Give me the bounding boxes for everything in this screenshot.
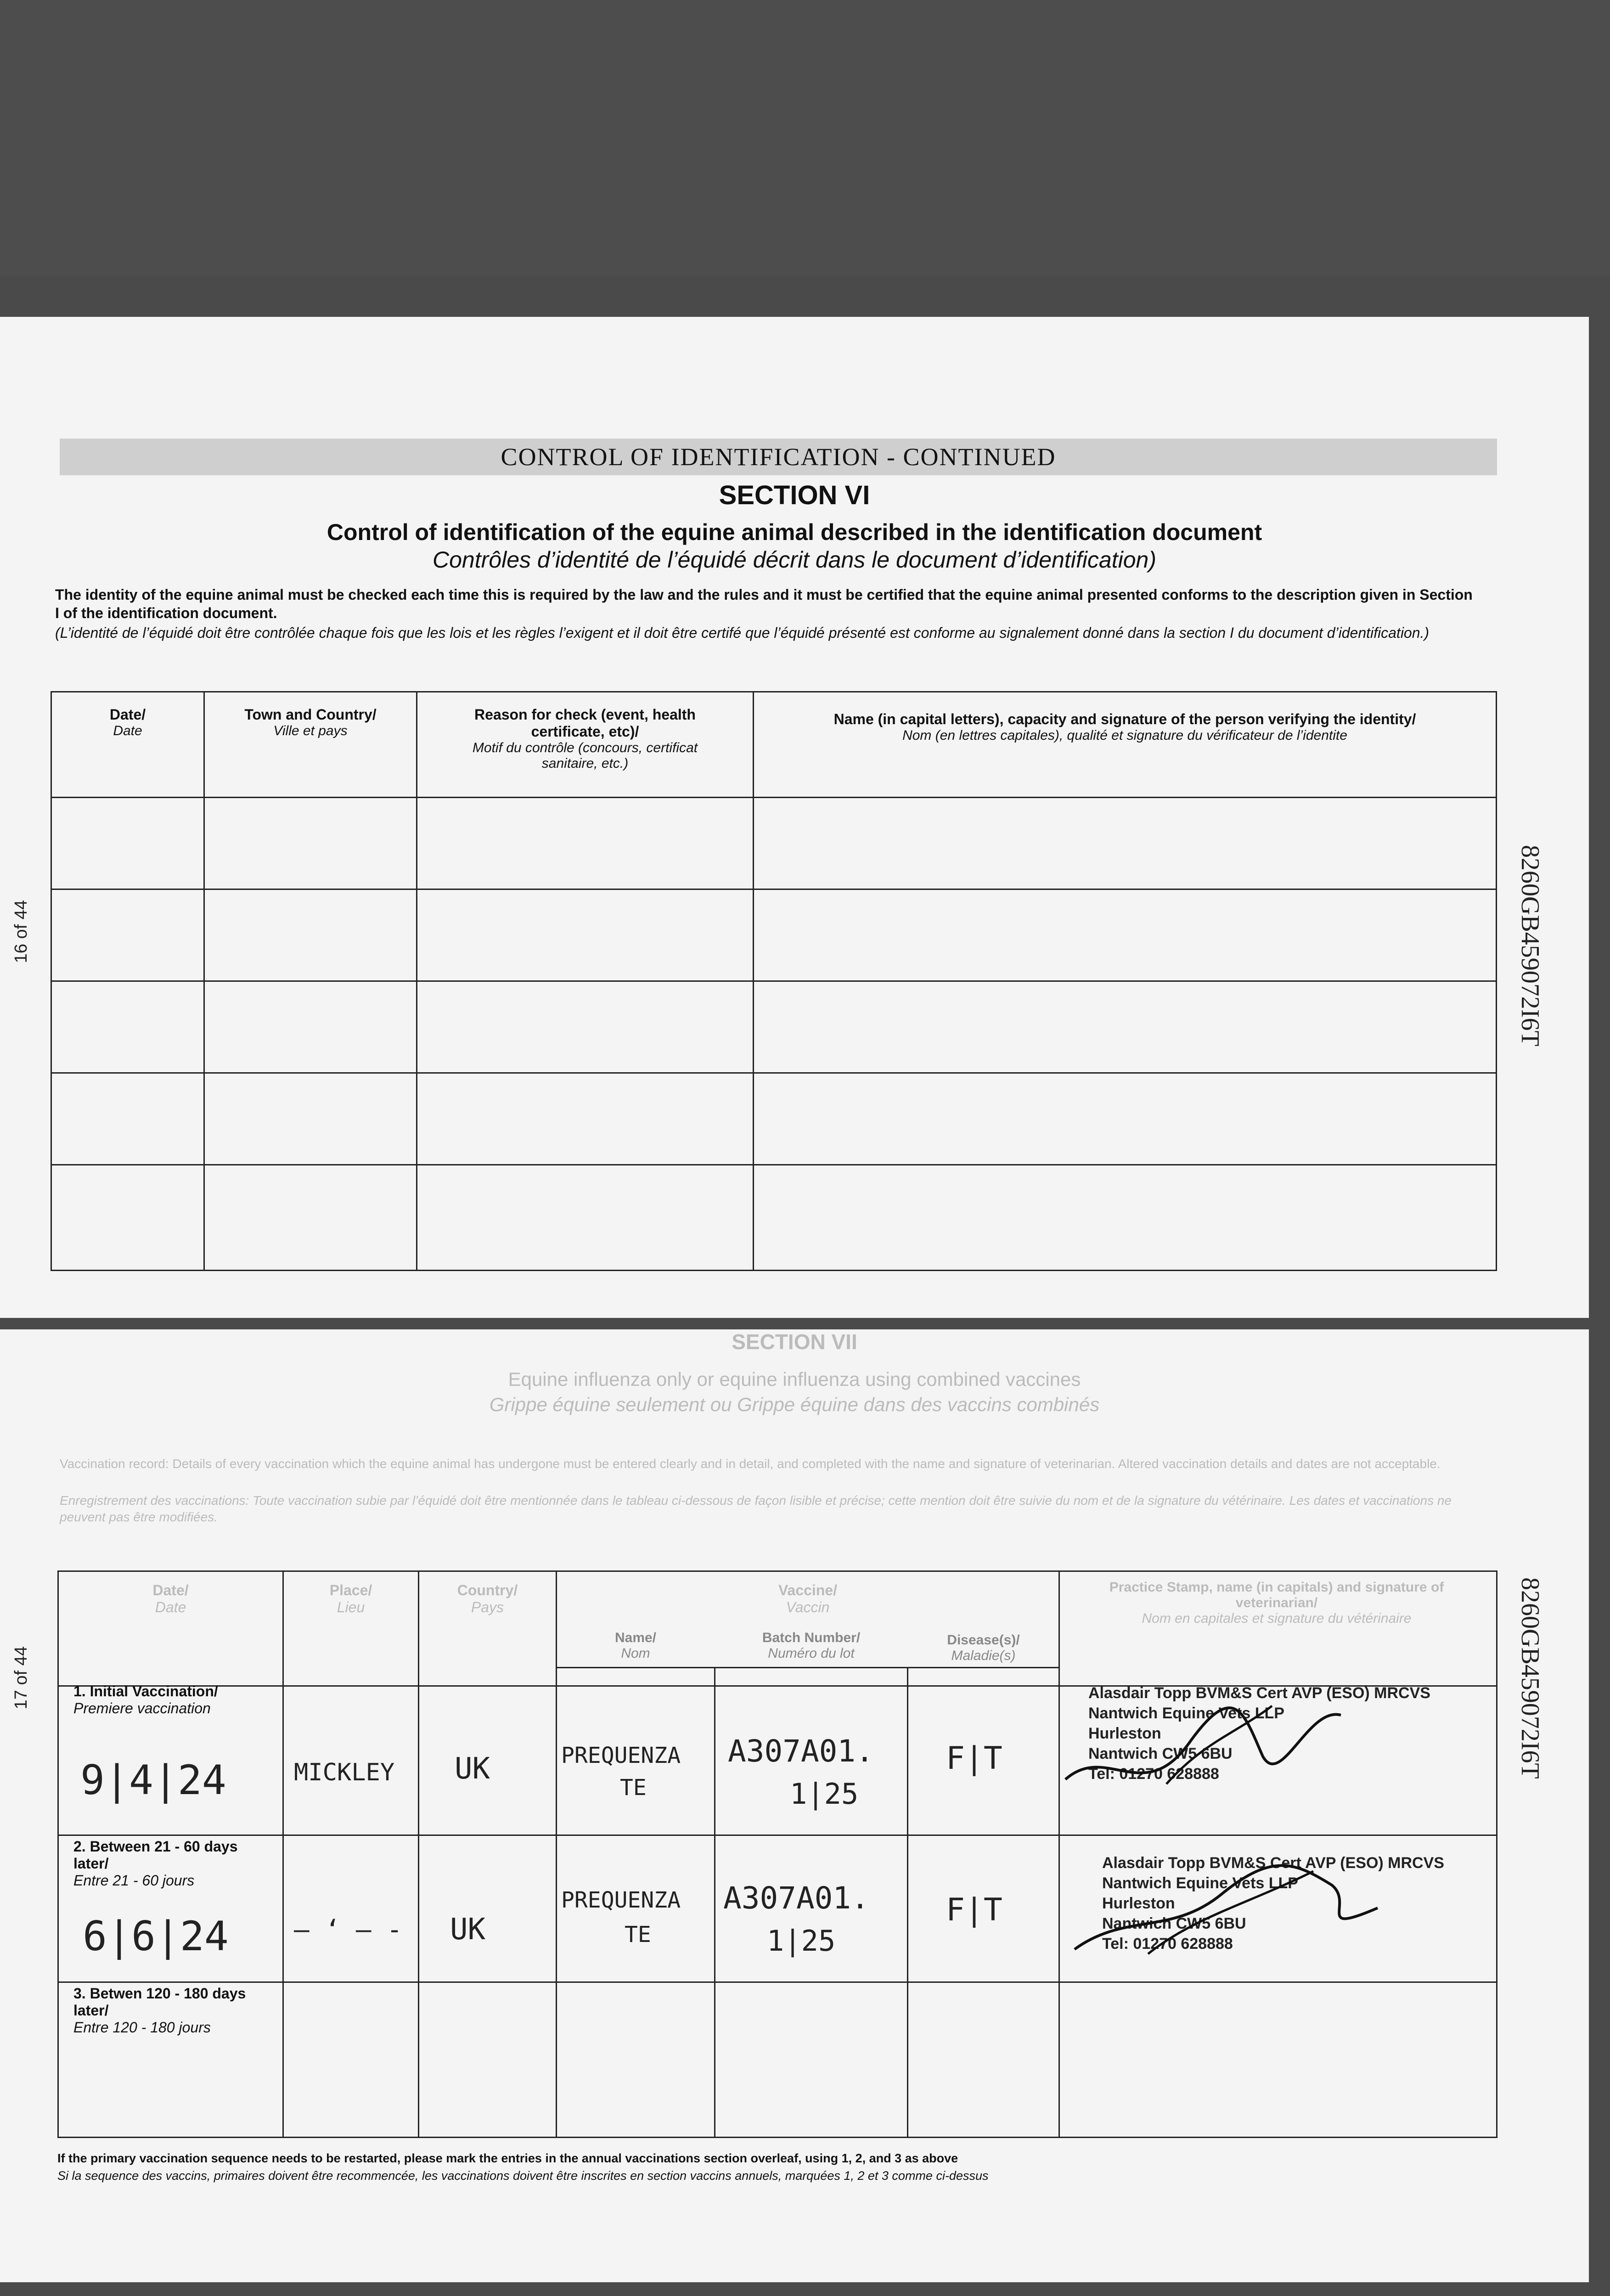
footer-note-fr: Si la sequence des vaccins, primaires doivent être recommencée, les vaccinations doivent être inscrites en section vaccins annuels, marquées 1, 2 et 3 comme ci-dessus [57, 2169, 989, 2183]
instructions-en: The identity of the equine animal must be checked each time this is required by the law and the rules and it must be certified that the equine animal presented conforms to the description given in Section I of the identification document. [55, 586, 1473, 621]
section-vii-title-fr: Grippe équine seulement ou Grippe équine dans des vaccins combinés [489, 1394, 1100, 1415]
section-banner [60, 439, 1497, 475]
col-vaccine-name: Name/ Nom [614, 1630, 657, 1661]
row2-date[interactable]: 6|6|24 [83, 1913, 229, 1960]
table-header-row [51, 692, 1497, 798]
row1-disease[interactable]: F|T [946, 1740, 1002, 1777]
col-vaccine: Vaccine/ Vaccin [778, 1582, 838, 1615]
table-row [51, 1073, 1497, 1165]
table-row [51, 981, 1497, 1073]
col-batch: Batch Number/ Numéro du lot [762, 1630, 861, 1661]
col-country: Country/ Pays [457, 1582, 518, 1615]
col-reason: Reason for check (event, health certificate, etc)/ Motif du contrôle (concours, certificat sanitaire, etc.) [417, 692, 754, 798]
passport-number: 8260GB459072I6T [1516, 845, 1544, 1047]
row2-country[interactable]: UK [450, 1913, 486, 1947]
row1-batch[interactable]: A307A01. [728, 1733, 874, 1769]
col-disease: Disease(s)/ Maladie(s) [947, 1632, 1020, 1663]
page-number: 17 of 44 [11, 1646, 31, 1710]
section-vii-title-en: Equine influenza only or equine influenza using combined vaccines [508, 1368, 1081, 1390]
row2-vet-stamp: Alasdair Topp BVM&S Cert AVP (ESO) MRCVS Nantwich Equine Vets LLP Hurleston Nantwich CW5 6BU Tel: 01270 628888 [1102, 1854, 1444, 1953]
col-town-country: Town and Country/ Ville et pays [204, 692, 417, 798]
row-label-initial: 1. Initial Vaccination/ Premiere vaccination [73, 1683, 218, 1716]
row1-country[interactable]: UK [455, 1752, 490, 1786]
col-place: Place/ Lieu [329, 1582, 372, 1615]
table-row [51, 889, 1497, 981]
row2-vaccine-name-2[interactable]: TE [625, 1922, 651, 1947]
row2-vet-signature [1056, 1844, 1387, 1972]
section-vii-instructions-en: Vaccination record: Details of every vaccination which the equine animal has undergone must be entered clearly and in detail, and completed with the name and signature of veterinarian. Altered vaccination details and dates are not acceptable. [60, 1457, 1441, 1471]
row1-vet-signature [1052, 1688, 1350, 1807]
row-label-third: 3. Betwen 120 - 180 days later/ Entre 120 - 180 jours [73, 1985, 246, 2036]
col-date: Date/ Date [51, 692, 204, 798]
section-banner-text: CONTROL OF IDENTIFICATION - CONTINUED [501, 443, 1056, 471]
row2-batch[interactable]: A307A01. [723, 1880, 869, 1916]
col-date: Date/ Date [152, 1582, 189, 1615]
instructions-fr: (L’identité de l’équidé doit être contrôlée chaque fois que les lois et les règles l’exigent et il doit être certifé que l’équidé présenté est conforme au signalement donné dans la section I du document d’identification.) [55, 625, 1430, 641]
row-label-second: 2. Between 21 - 60 days later/ Entre 21 - 60 jours [73, 1838, 238, 1889]
section-heading: SECTION VI [719, 480, 870, 510]
section-title-en: Control of identification of the equine animal described in the identification document [327, 519, 1262, 545]
row1-vet-stamp: Alasdair Topp BVM&S Cert AVP (ESO) MRCVS Nantwich Equine Vets LLP Hurleston Nantwich CW5 6BU Tel: 01270 628888 [1088, 1684, 1430, 1783]
row2-place[interactable]: — ‘ — - [294, 1915, 403, 1945]
row1-vaccine-name-2[interactable]: TE [620, 1775, 647, 1801]
page-section-vii [0, 1329, 1589, 2282]
row1-place[interactable]: MICKLEY [294, 1759, 395, 1786]
row1-batch-2[interactable]: 1|25 [790, 1777, 859, 1811]
section-vii-instructions-fr: Enregistrement des vaccinations: Toute vaccination subie par l’équidé doit être mentionnée dans le tableau ci-dessous de façon lisible et précise; cette mention doit être suivie du nom et de la signature du vétérinaire. Les dates et vaccinations ne peuvent pas être modifiées. [60, 1493, 1452, 1524]
identity-check-table [51, 691, 1497, 1271]
page-section-vi [0, 317, 1589, 1318]
row2-disease[interactable]: F|T [946, 1892, 1002, 1928]
row1-vaccine-name[interactable]: PREQUENZA [561, 1743, 681, 1768]
table-row [51, 798, 1497, 889]
row2-vaccine-name[interactable]: PREQUENZA [561, 1887, 681, 1913]
scanner-background [0, 0, 1610, 276]
section-title-fr: Contrôles d’identité de l’équidé décrit dans le document d’identification) [433, 547, 1156, 573]
col-verifier: Name (in capital letters), capacity and signature of the person verifying the identity/ Nom (en lettres capitales), qualité et signature du vérificateur de l’identite [754, 692, 1497, 798]
row2-batch-2[interactable]: 1|25 [767, 1924, 836, 1958]
footer-note-en: If the primary vaccination sequence needs to be restarted, please mark the entries in the annual vaccinations section overleaf, using 1, 2, and 3 as above [57, 2151, 958, 2165]
col-practice-stamp: Practice Stamp, name (in capitals) and signature of veterinarian/ Nom en capitales et signature du vétérinaire [1109, 1580, 1444, 1626]
table-row [51, 1165, 1497, 1271]
section-vii-heading: SECTION VII [732, 1330, 857, 1354]
row1-date[interactable]: 9|4|24 [80, 1756, 226, 1804]
page-number: 16 of 44 [11, 900, 31, 963]
passport-number: 8260GB459072I6T [1516, 1577, 1544, 1779]
